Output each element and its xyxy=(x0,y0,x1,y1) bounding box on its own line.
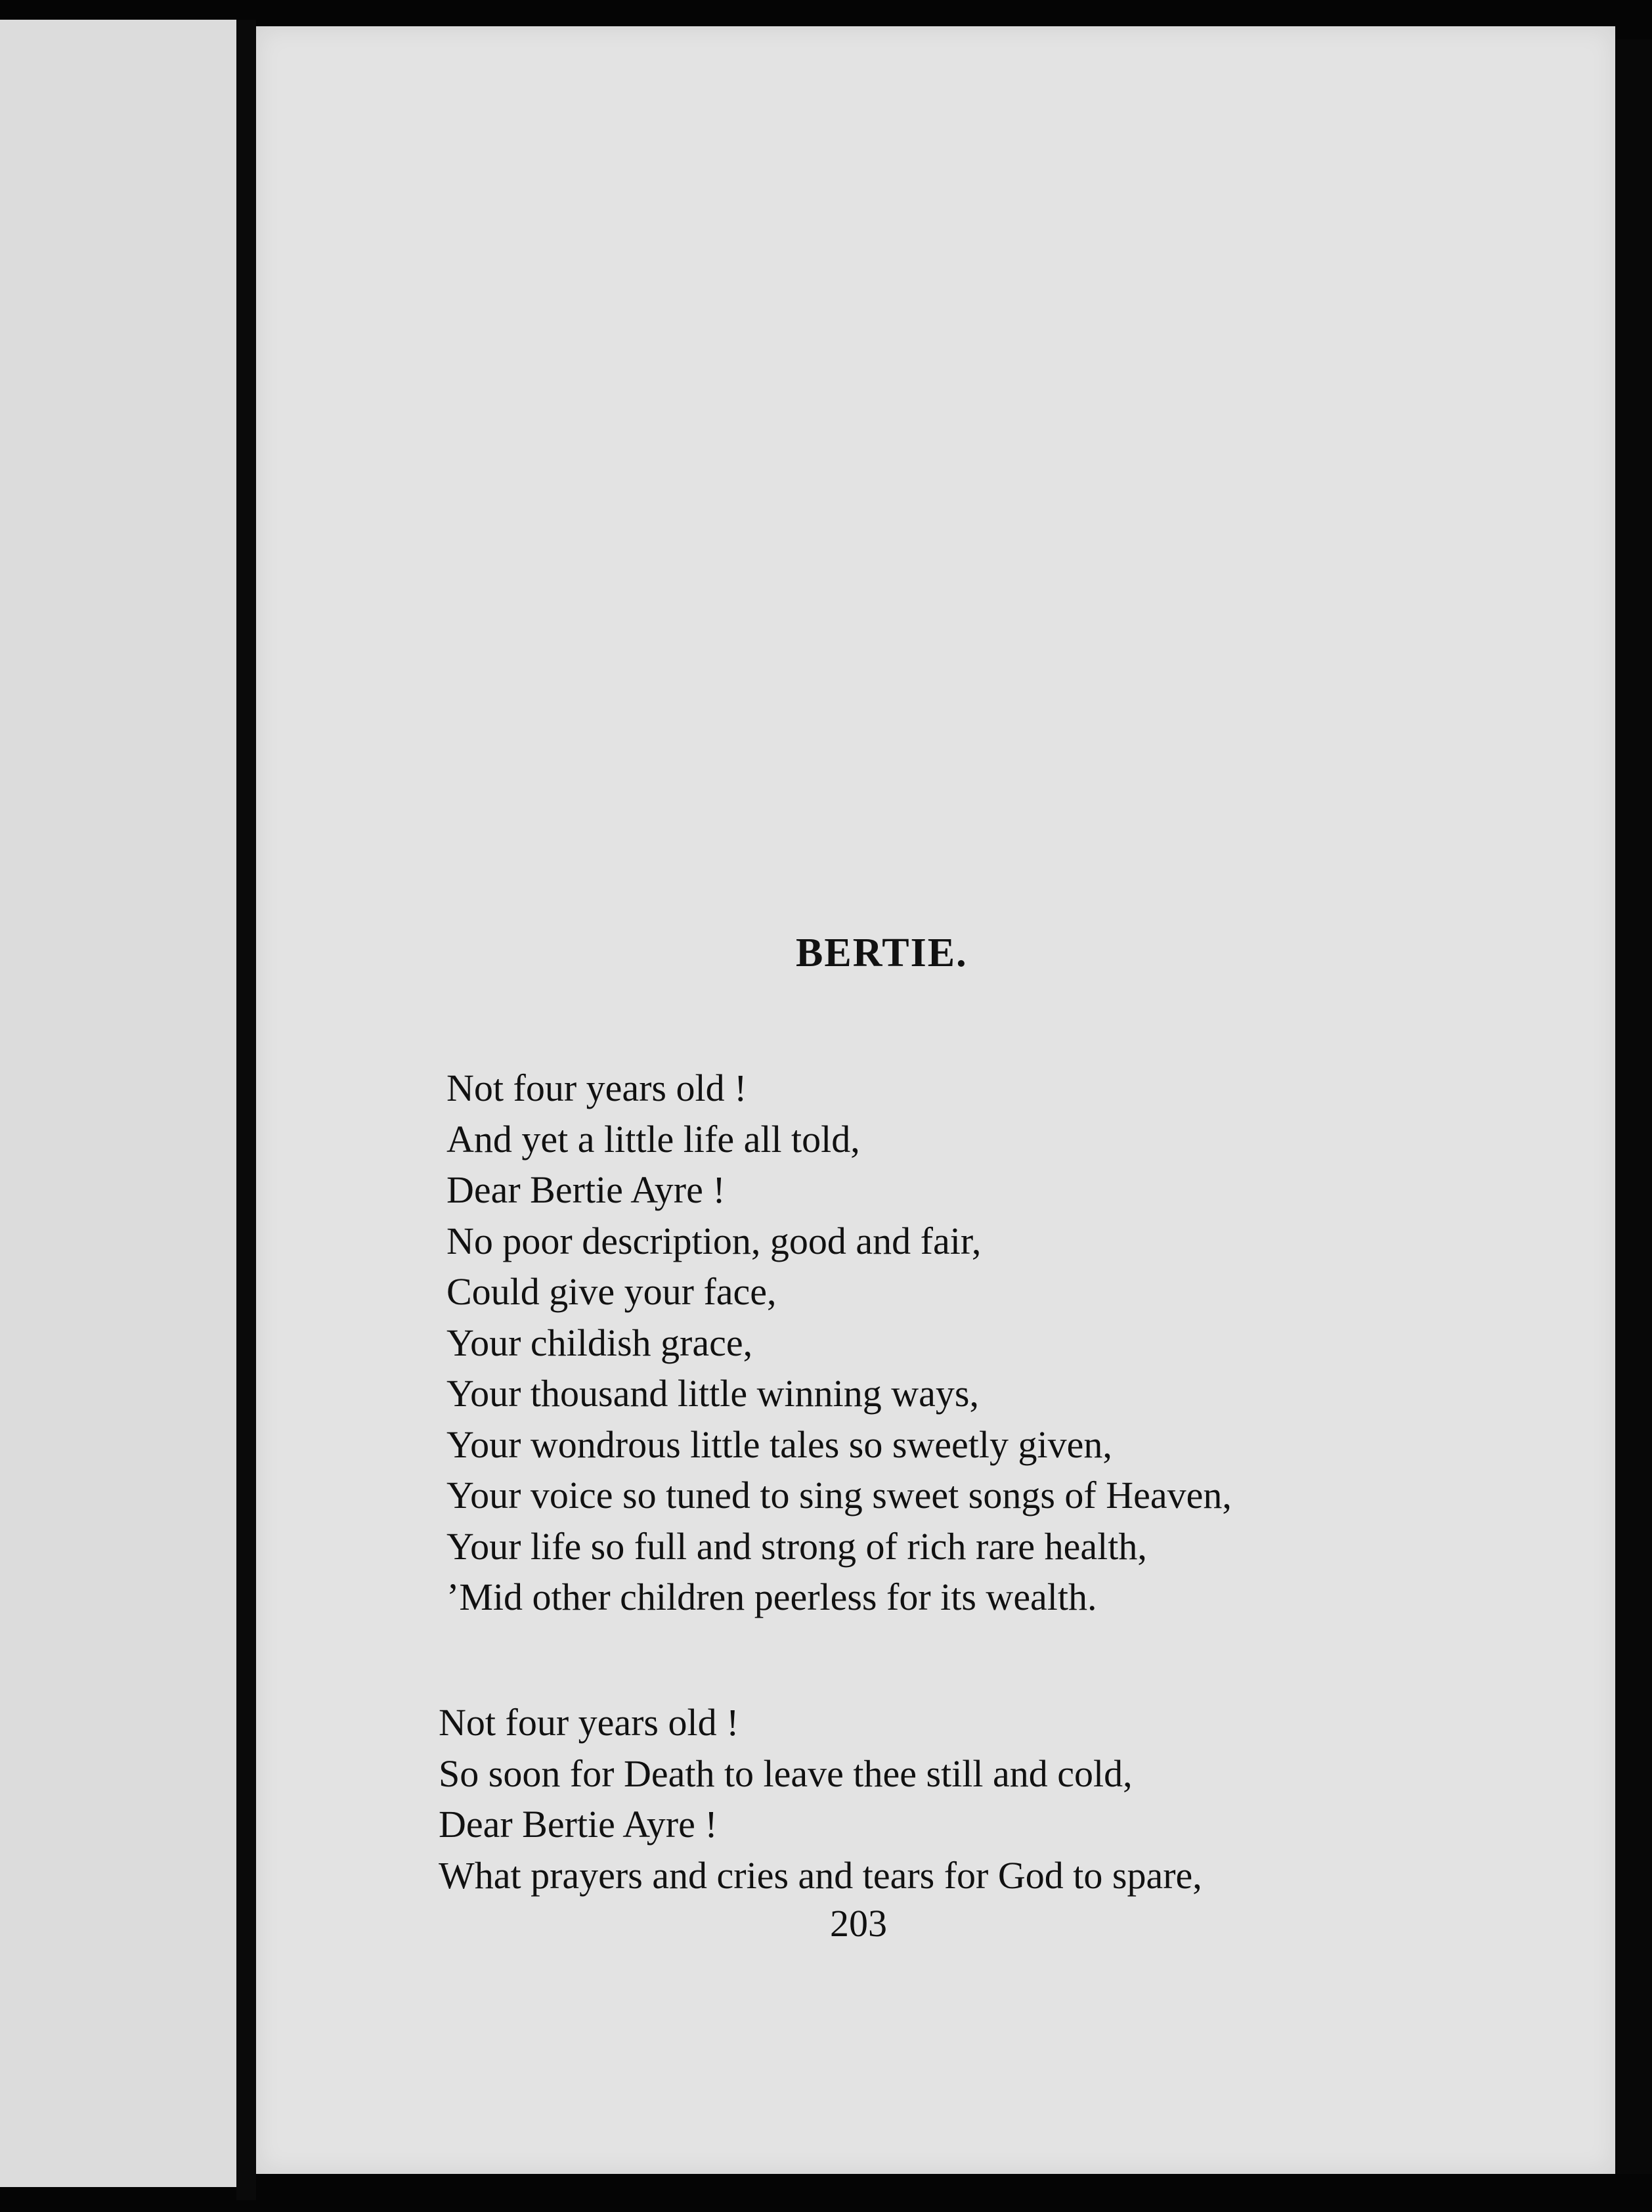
poem-line: Could give your face, xyxy=(446,1270,777,1313)
poem-line: No poor description, good and fair, xyxy=(446,1219,982,1262)
poem-title: BERTIE. xyxy=(796,931,968,975)
page-number: 203 xyxy=(830,1902,887,1945)
stanza-1 xyxy=(446,1063,1232,1623)
book-gutter xyxy=(236,20,256,2200)
poem-line: Not four years old ! xyxy=(446,1067,747,1109)
page-edge-shadow xyxy=(1615,39,1652,2174)
poem-line: ’Mid other children peerless for its wealth. xyxy=(446,1576,1097,1618)
poem-line: And yet a little life all told, xyxy=(446,1117,860,1161)
facing-page-left xyxy=(0,20,236,2187)
poem-line: Dear Bertie Ayre ! xyxy=(439,1803,718,1846)
poem-line: So soon for Death to leave thee still and cold, xyxy=(439,1752,1133,1795)
poem-line: Your voice so tuned to sing sweet songs of Heaven, xyxy=(446,1474,1232,1516)
poem-line: Dear Bertie Ayre ! xyxy=(446,1168,726,1211)
poem-line: Your thousand little winning ways, xyxy=(446,1372,979,1415)
poem-line: Your childish grace, xyxy=(446,1321,753,1364)
poem-line: What prayers and cries and tears for God to spare, xyxy=(439,1853,1202,1897)
poem-line: Your life so full and strong of rich rare health, xyxy=(446,1524,1147,1568)
poem-line: Your wondrous little tales so sweetly given, xyxy=(446,1423,1112,1466)
poem-line: Not four years old ! xyxy=(439,1701,739,1744)
stanza-2 xyxy=(439,1697,1202,1901)
